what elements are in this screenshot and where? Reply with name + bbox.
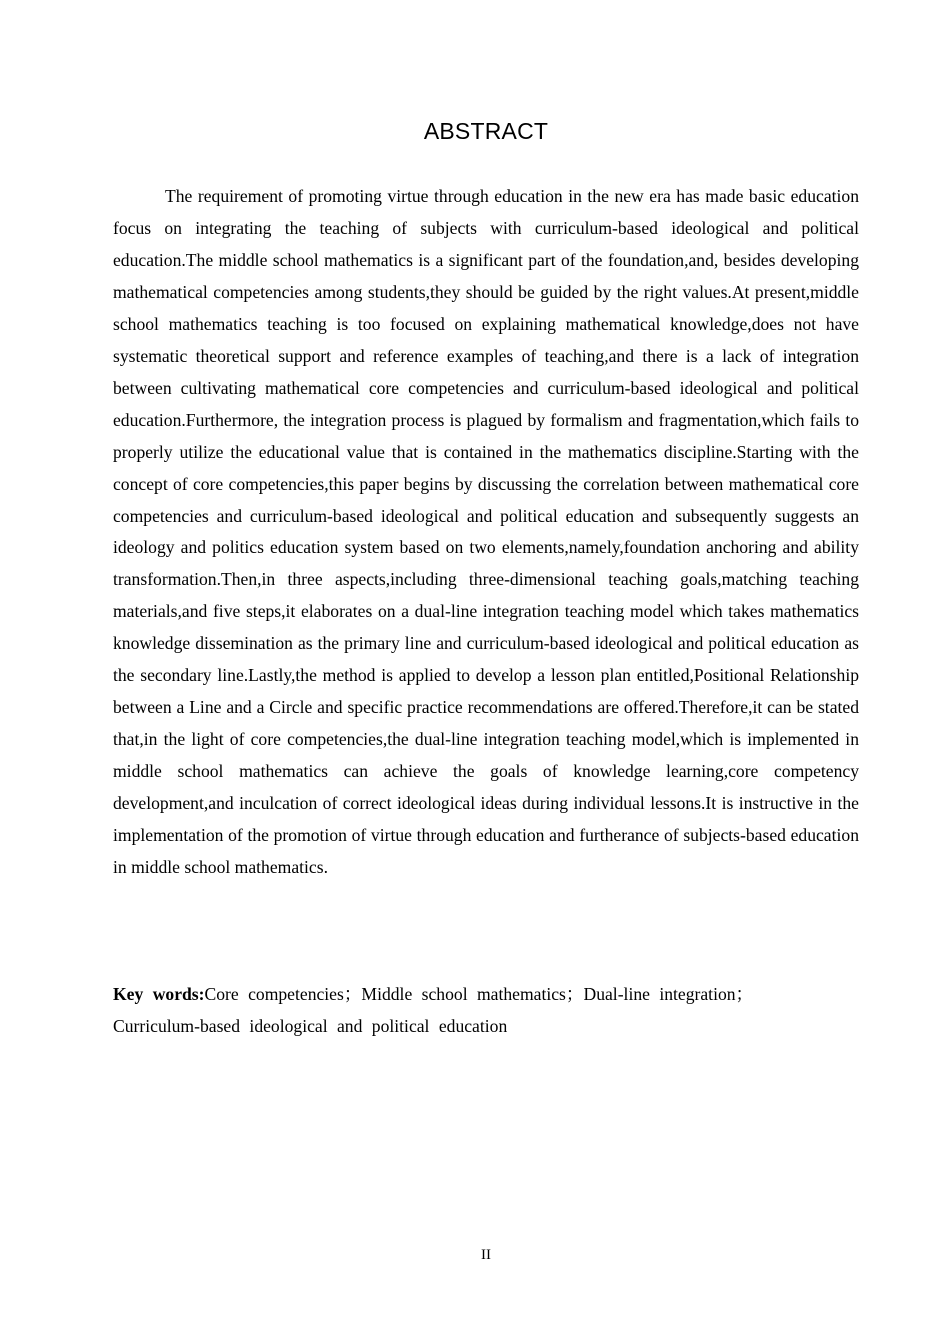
- keywords-section: [113, 978, 859, 1042]
- keywords-list-second: Curriculum-based ideological and political education: [113, 1016, 508, 1036]
- abstract-title: ABSTRACT: [423, 118, 549, 144]
- page-number: II: [481, 1247, 491, 1263]
- keywords-label: Key words:: [113, 984, 205, 1004]
- keywords-list-first: Core competencies；Middle school mathematics；Dual-line integration；: [204, 984, 754, 1004]
- abstract-paragraph: The requirement of promoting virtue through education in the new era has made basic education focus on integrating the teaching of subjects with curriculum-based ideological and political education.The middle school mathematics is a significant part of the foundation,and, besides developing mathematical competencies among students,they should be guided by the right values.At present,middle school mathematics teaching is too focused on explaining mathematical knowledge,does not have systematic theoretical support and reference examples of teaching,and there is a lack of integration between cultivating mathematical core competencies and curriculum-based ideological and political education.Furthermore, the integration process is plagued by formalism and fragmentation,which fails to properly utilize the educational value that is contained in the mathematics discipline.Starting with the concept of core competencies,this paper begins by discussing the correlation between mathematical core competencies and curriculum-based ideological and political education and subsequently suggests an ideology and politics education system based on two elements,namely,foundation anchoring and ability transformation.Then,in three aspects,including three-dimensional teaching goals,matching teaching materials,and five steps,it elaborates on a dual-line integration teaching model which takes mathematics knowledge dissemination as the primary line and curriculum-based ideological and political education as the secondary line.Lastly,the method is applied to develop a lesson plan entitled,Positional Relationship between a Line and a Circle and specific practice recommendations are offered.Therefore,it can be stated that,in the light of core competencies,the dual-line integration teaching model,which is implemented in middle school mathematics can achieve the goals of knowledge learning,core competency development,and inculcation of correct ideological ideas during individual lessons.It is instructive in the implementation of the promotion of virtue through education and furtherance of subjects-based education in middle school mathematics.: [113, 186, 859, 878]
- keywords-line-1: [113, 978, 859, 1010]
